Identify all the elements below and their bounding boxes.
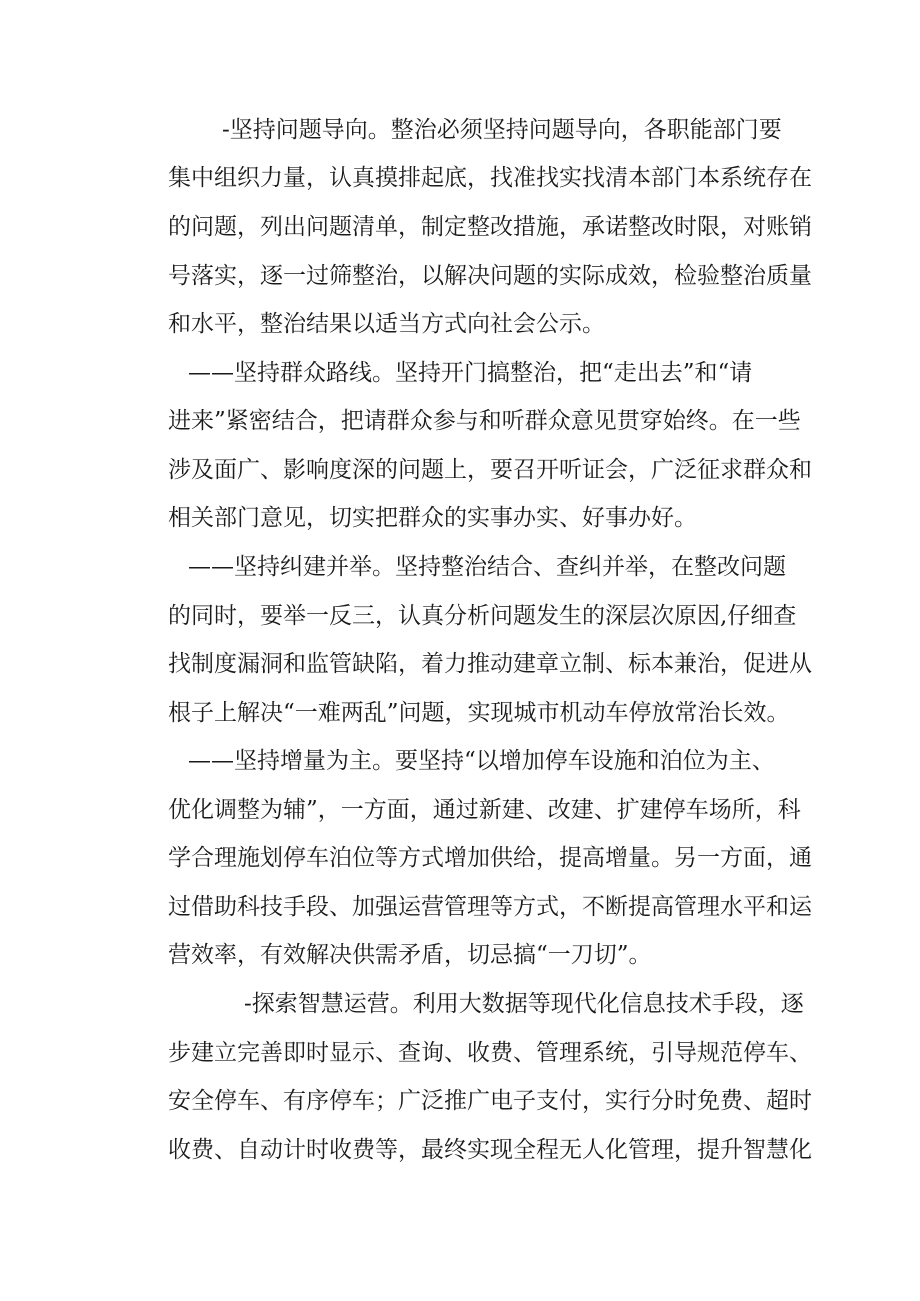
paragraph-2-line-2: 进来”紧密结合，把请群众参与和听群众意见贯穿始终。在一些 xyxy=(168,408,801,434)
paragraph-4-line-3: 学合理施划停车泊位等方式增加供给，提高增量。另一方面，通 xyxy=(168,845,812,871)
paragraph-1-line-5: 和水平，整治结果以适当方式向社会公示。 xyxy=(168,311,605,337)
paragraph-1-line-1: -坚持问题导向。整治必须坚持问题导向，各职能部门要 xyxy=(222,117,782,143)
paragraph-5-line-1: -探索智慧运营。利用大数据等现代化信息技术手段，逐 xyxy=(244,991,804,1017)
paragraph-5-line-4: 收费、自动计时收费等，最终实现全程无人化管理，提升智慧化 xyxy=(168,1137,812,1163)
paragraph-1-line-4: 号落实，逐一过筛整治，以解决问题的实际成效，检验整治质量 xyxy=(168,263,812,289)
paragraph-2-line-3: 涉及面广、影响度深的问题上，要召开听证会，广泛征求群众和 xyxy=(168,457,812,483)
paragraph-5-line-2: 步建立完善即时显示、查询、收费、管理系统，引导规范停车、 xyxy=(168,1040,812,1066)
paragraph-4-line-5: 营效率，有效解决供需矛盾，切忌搞“一刀切”。 xyxy=(168,942,652,968)
paragraph-2-line-4: 相关部门意见，切实把群众的实事办实、好事办好。 xyxy=(168,505,697,531)
paragraph-3-line-3: 找制度漏洞和监管缺陷，着力推动建章立制、标本兼治，促进从 xyxy=(168,651,812,677)
paragraph-3-line-1: ——坚持纠建并举。坚持整治结合、查纠并举，在整改问题 xyxy=(188,554,786,580)
paragraph-5-line-3: 安全停车、有序停车；广泛推广电子支付，实行分时免费、超时 xyxy=(168,1088,812,1114)
paragraph-1-line-3: 的问题，列出问题清单，制定整改措施，承诺整改时限，对账销 xyxy=(168,214,812,240)
paragraph-2-line-1: ——坚持群众路线。坚持开门搞整治，把“走出去”和“请 xyxy=(188,360,753,386)
paragraph-4-line-1: ——坚持增量为主。要坚持“以增加停车设施和泊位为主、 xyxy=(188,748,775,774)
paragraph-1-line-2: 集中组织力量，认真摸排起底，找准找实找清本部门本系统存在 xyxy=(168,165,812,191)
paragraph-4-line-2: 优化调整为辅”，一方面，通过新建、改建、扩建停车场所，科 xyxy=(168,797,801,823)
paragraph-4-line-4: 过借助科技手段、加强运营管理等方式，不断提高管理水平和运 xyxy=(168,894,812,920)
paragraph-3-line-4: 根子上解决“一难两乱”问题，实现城市机动车停放常治长效。 xyxy=(168,700,790,726)
paragraph-3-line-2: 的同时，要举一反三，认真分析问题发生的深层次原因,仔细查 xyxy=(168,603,797,629)
